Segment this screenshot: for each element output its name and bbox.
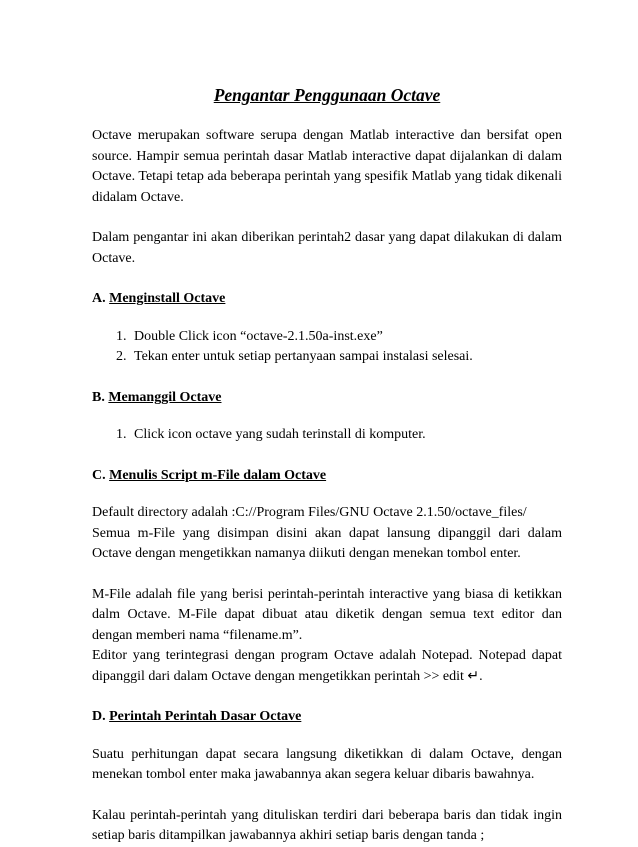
mfile-call-paragraph: Semua m-File yang disimpan disini akan dapat lansung dipanggil dari dalam Octave dengan mengetikkan namanya diikuti dengan menekan tombol enter. [92,525,562,561]
editor-paragraph: Editor yang terintegrasi dengan program Octave adalah Notepad. Notepad dapat dipanggil dari dalam Octave dengan mengetikkan perintah >> edit ↵. [92,648,562,684]
intro-paragraph-2: Dalam pengantar ini akan diberikan perintah2 dasar yang dapat dilakukan di dalam Octave. [92,230,562,266]
section-b-title: Memanggil Octave [108,389,222,405]
section-b-letter: B. [92,389,105,405]
default-directory-line: Default directory adalah :C://Program Files/GNU Octave 2.1.50/octave_files/ [92,505,527,520]
section-d-paragraph-2: Kalau perintah-perintah yang dituliskan terdiri dari beberapa baris dan tidak ingin setiap baris ditampilkan jawabannya akhiri setiap baris dengan tanda ; [92,807,562,843]
section-c-letter: C. [92,467,106,483]
document-title: Pengantar Penggunaan Octave [213,85,441,105]
section-a-heading [92,289,562,310]
mfile-definition-paragraph: M-File adalah file yang berisi perintah-perintah interactive yang biasa di ketikkan dalm Octave. M-File dapat dibuat atau diketik dengan semua text editor dan dengan memberi nama “filename.m”. [92,586,562,643]
section-d-heading [92,707,562,728]
section-b-heading [92,388,562,409]
list-item: 1. Click icon octave yang sudah terinstall di komputer. [130,425,562,446]
section-d-paragraph-1: Suatu perhitungan dapat secara langsung diketikkan di dalam Octave, dengan menekan tombol enter maka jawabannya akan segera keluar dibaris bawahnya. [92,746,562,782]
section-d-title: Perintah Perintah Dasar Octave [109,709,302,724]
section-b-steps [92,425,562,446]
section-d-letter: D. [92,709,106,724]
document-page [92,84,562,847]
section-c-heading [92,466,562,487]
list-item: 1. Double Click icon “octave-2.1.50a-inst.exe” [130,327,562,348]
section-c-title: Menulis Script m-File dalam Octave [109,467,327,483]
section-a-title: Menginstall Octave [109,291,226,306]
list-item: 2. Tekan enter untuk setiap pertanyaan sampai instalasi selesai. [130,347,562,368]
section-a-letter: A. [92,291,106,306]
section-a-steps [92,327,562,368]
intro-paragraph: Octave merupakan software serupa dengan Matlab interactive dan bersifat open source. Hampir semua perintah dasar Matlab interactive dapat dijalankan di dalam Octave. Tetapi tetap ada beberapa perintah yang spesifik Matlab yang tidak dikenali didalam Octave. [92,128,562,205]
